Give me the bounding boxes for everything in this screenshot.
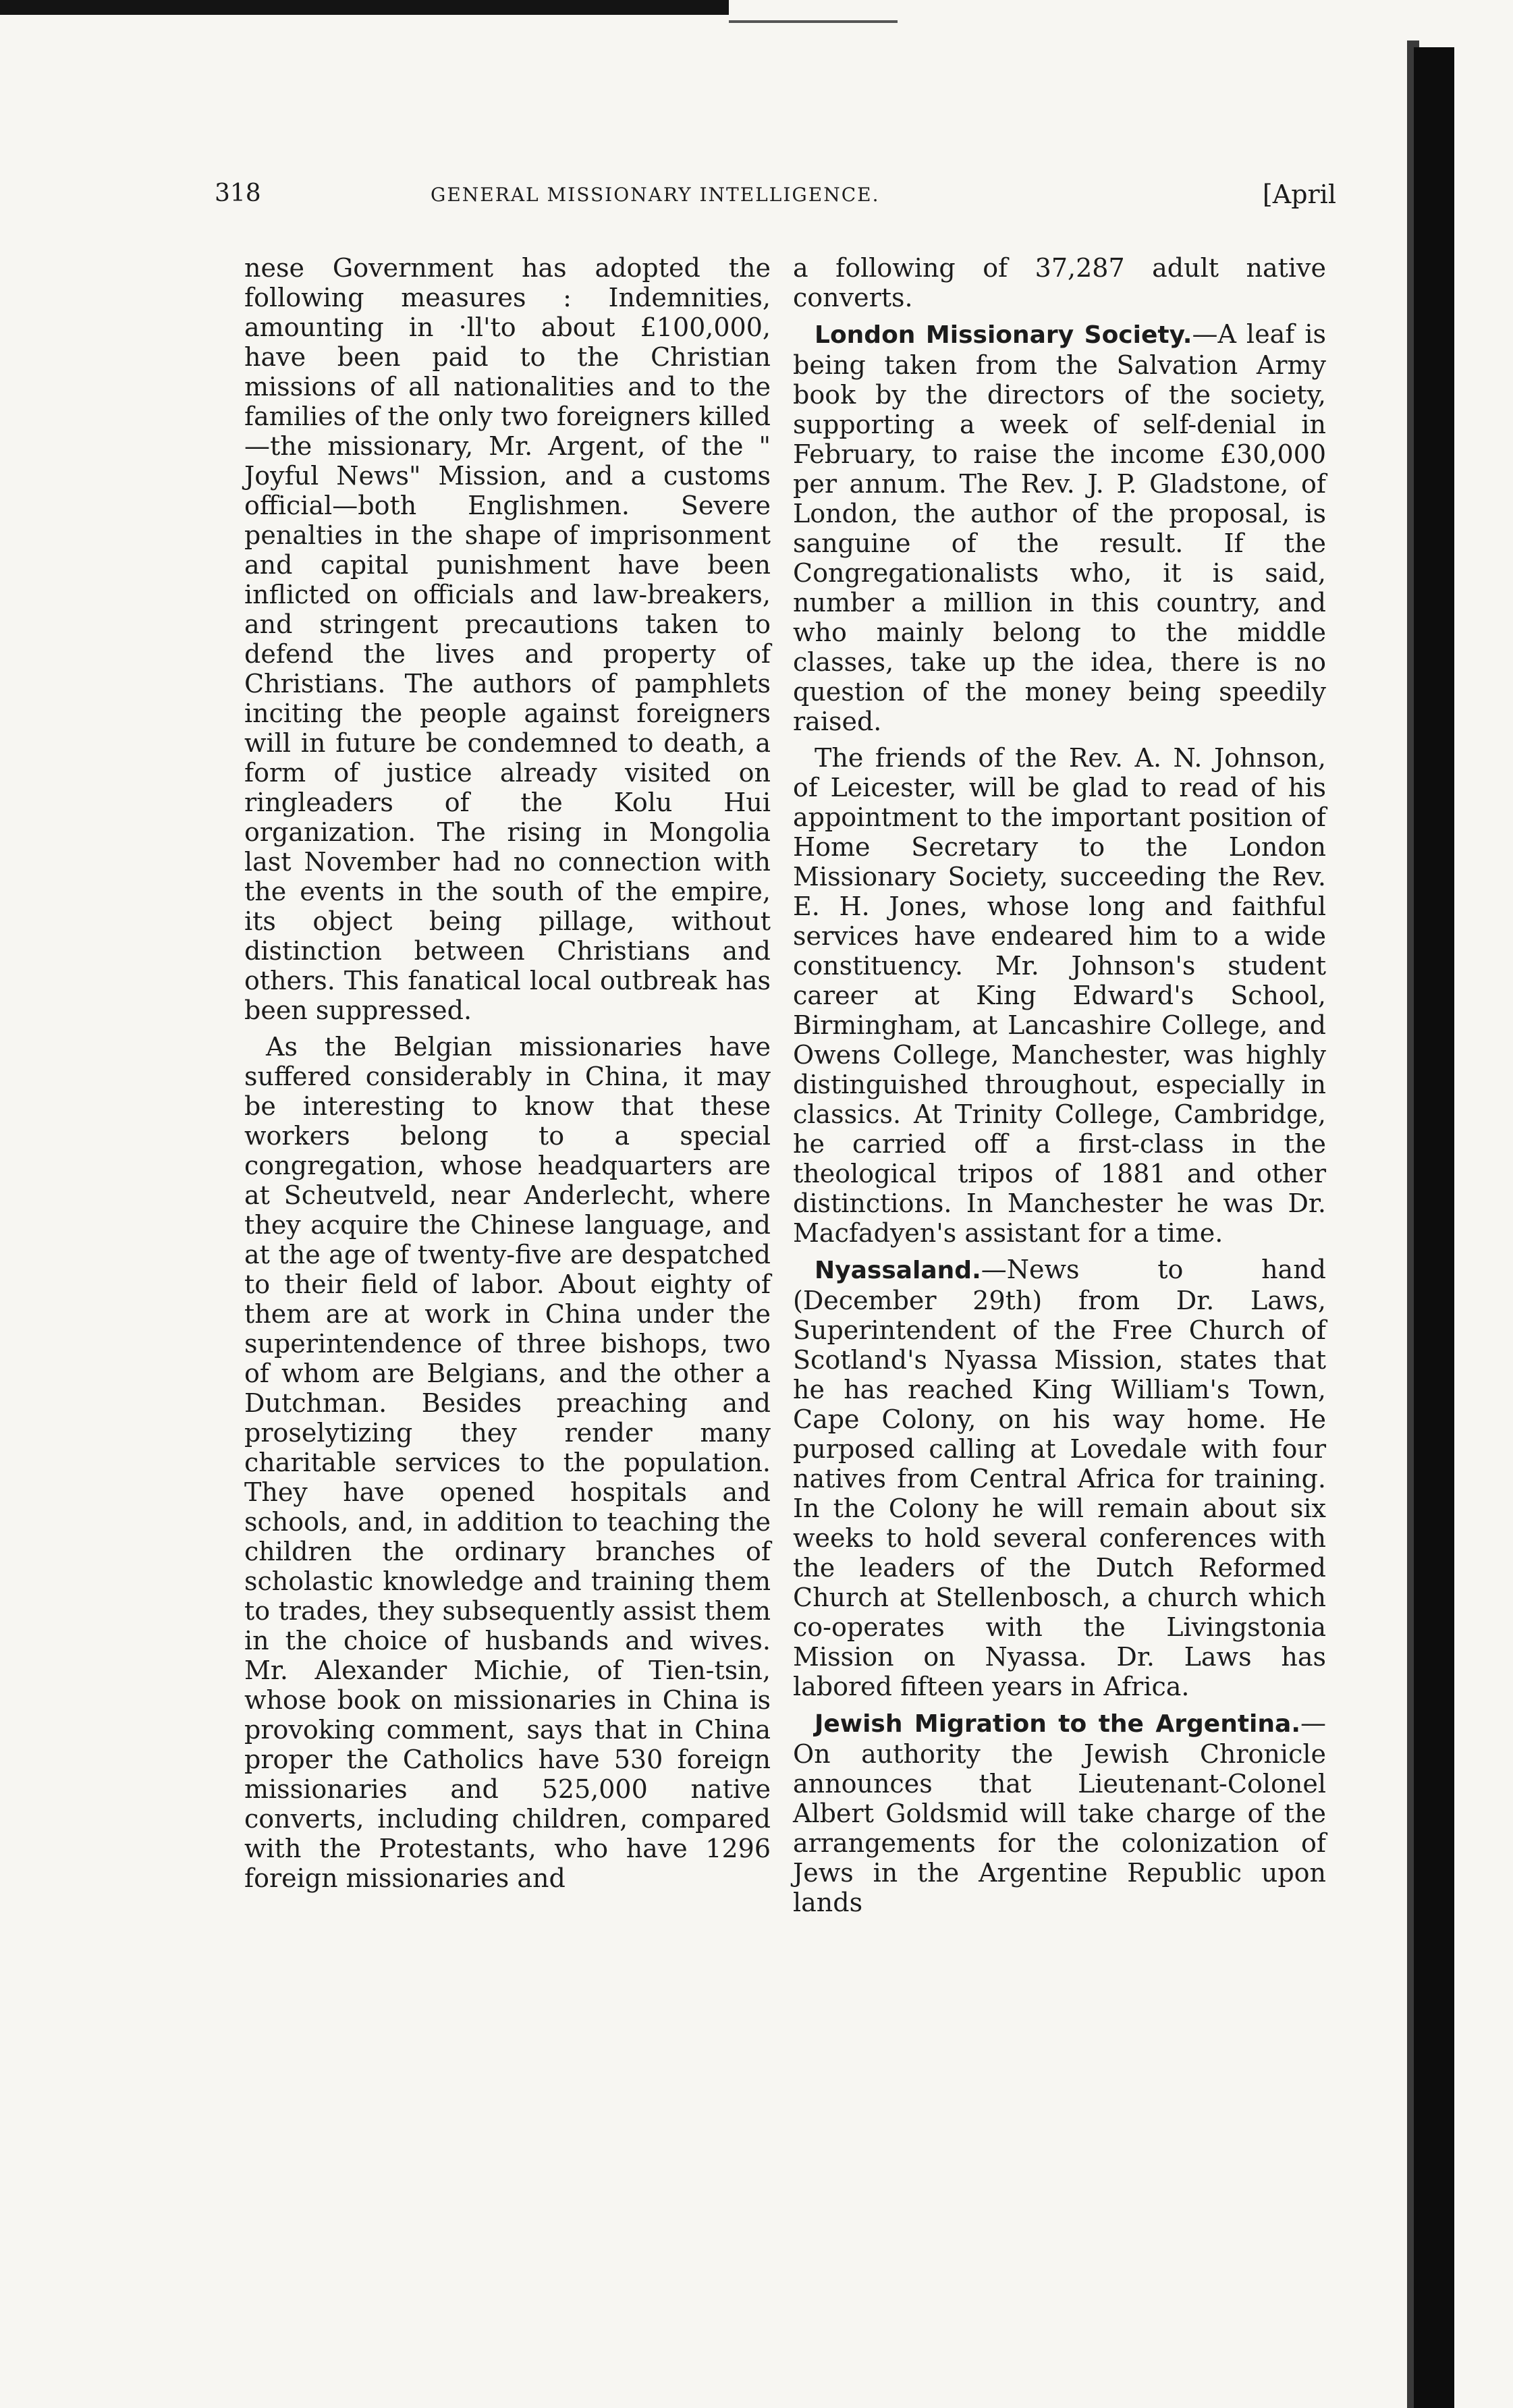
section-heading-lms: London Missionary Society.: [815, 321, 1192, 349]
section-body-jewish-migration: —On authority the Jewish Chronicle announces that Lieutenant-Colonel Albert Goldsmid will take charge of the arrangements for the colonization of Jews in the Argentine Republic upon lands: [793, 1708, 1326, 1917]
paragraph-continuation: a following of 37,287 adult native converts.: [793, 253, 1326, 312]
section-nyassaland: [793, 1255, 1326, 1701]
left-column: [244, 253, 771, 1900]
running-month: [April: [1262, 180, 1336, 209]
page-number: 318: [215, 180, 261, 207]
section-body-lms: —A leaf is being taken from the Salvation Army book by the directors of the society, supporting a week of self-denial in February, to raise the income £30,000 per annum. The Rev. J. P. Gladstone, of London, the author of the proposal, is sanguine of the result. If the Congregationalists who, it is said, number a million in this country, and who mainly belong to the middle classes, take up the idea, there is no question of the money being speedily raised.: [793, 319, 1326, 736]
section-body-nyassaland: —News to hand (December 29th) from Dr. Laws, Superintendent of the Free Church of Scotland's Nyassa Mission, states that he has reached King William's Town, Cape Colony, on his way home. He purposed calling at Lovedale with four natives from Central Africa for training. In the Colony he will remain about six weeks to hold several conferences with the leaders of the Dutch Reformed Church at Stellenbosch, a church which co-operates with the Livingstonia Mission on Nyassa. Dr. Laws has labored fifteen years in Africa.: [793, 1255, 1326, 1701]
paragraph-johnson-appointment: The friends of the Rev. A. N. Johnson, of Leicester, will be glad to read of his appointment to the important position of Home Secretary to the London Missionary Society, succeeding the Rev. E. H. Jones, whose long and faithful services have endeared him to a wide constituency. Mr. Johnson's student career at King Edward's School, Birmingham, at Lancashire College, and Owens College, Manchester, was highly distinguished throughout, especially in classics. At Trinity College, Cambridge, he carried off a first-class in the theological tripos of 1881 and other distinctions. In Manchester he was Dr. Macfadyen's assistant for a time.: [793, 743, 1326, 1248]
top-scan-rule-thin: [729, 20, 898, 23]
section-jewish-migration: [793, 1708, 1326, 1917]
paragraph-belgian-missionaries: As the Belgian missionaries have suffered considerably in China, it may be interesting to know that these workers belong to a special congregation, whose headquarters are at Scheutveld, near Anderlecht, where they acquire the Chinese language, and at the age of twenty-five are despatched to their field of labor. About eighty of them are at work in China under the superintendence of three bishops, two of whom are Belgians, and the other a Dutchman. Besides preaching and proselytizing they render many charitable services to the population. They have opened hospitals and schools, and, in addition to teaching the children the ordinary branches of scholastic knowledge and training them to trades, they subsequently assist them in the choice of husbands and wives. Mr. Alexander Michie, of Tien-tsin, whose book on missionaries in China is provoking comment, says that in China proper the Catholics have 530 foreign missionaries and 525,000 native converts, including children, compared with the Protestants, who have 1296 foreign missionaries and: [244, 1032, 771, 1893]
paragraph-chinese-government: nese Government has adopted the following measures : Indemnities, amounting in ·ll'to about £100,000, have been paid to the Christian missions of all nationalities and to the families of the only two foreigners killed—the missionary, Mr. Argent, of the " Joyful News" Mission, and a customs official—both Englishmen. Severe penalties in the shape of imprisonment and capital punishment have been inflicted on officials and law-breakers, and stringent precautions taken to defend the lives and property of Christians. The authors of pamphlets inciting the people against foreigners will in future be condemned to death, a form of justice already visited on ringleaders of the Kolu Hui organization. The rising in Mongolia last November had no connection with the events in the south of the empire, its object being pillage, without distinction between Christians and others. This fanatical local outbreak has been suppressed.: [244, 253, 771, 1025]
section-london-missionary-society: [793, 319, 1326, 736]
right-column: [793, 253, 1326, 1924]
running-head: [215, 180, 1336, 220]
top-scan-rule: [0, 0, 729, 15]
section-heading-nyassaland: Nyassaland.: [815, 1257, 981, 1284]
scan-edge-border: [1414, 47, 1454, 2408]
section-heading-jewish-migration: Jewish Migration to the Argentina.: [815, 1710, 1300, 1738]
running-title: GENERAL MISSIONARY INTELLIGENCE.: [431, 184, 880, 206]
